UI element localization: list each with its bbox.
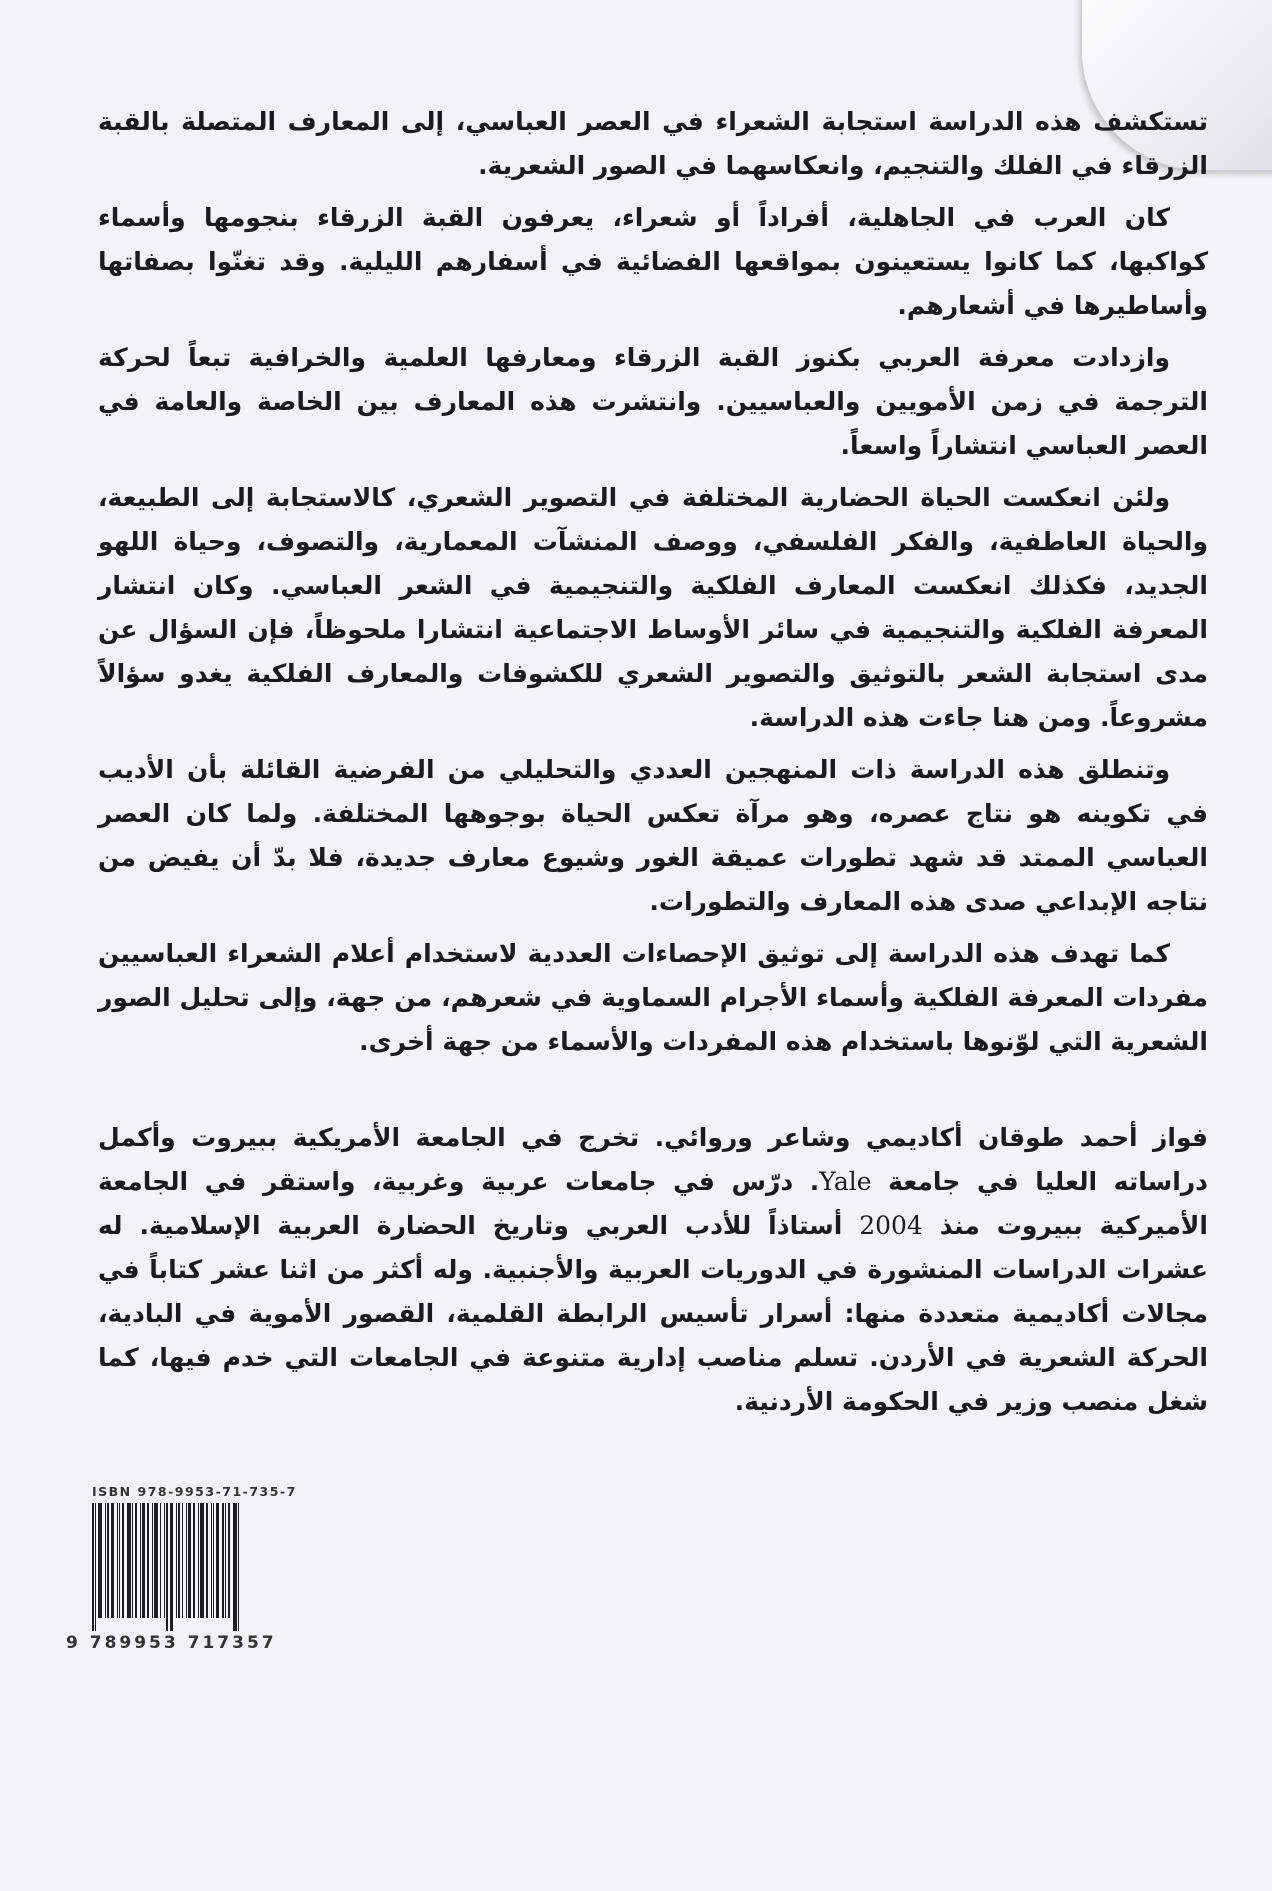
barcode-bar (117, 1503, 118, 1618)
barcode-bar (140, 1503, 141, 1618)
barcode-bar (127, 1503, 131, 1618)
bio-year: 2004 (859, 1211, 923, 1240)
barcode-bar (154, 1503, 158, 1618)
barcode-bar (135, 1503, 137, 1618)
abstract-paragraph: تستكشف هذه الدراسة استجابة الشعراء في العصر العباسي، إلى المعارف المتصلة بالقبة الزرقاء في الفلك والتنجيم، وانعكاسهما في الصور الشعرية. (98, 107, 1208, 180)
bio-university: Yale (819, 1167, 872, 1196)
barcode-bar (228, 1503, 230, 1618)
abstract-paragraph: وتنطلق هذه الدراسة ذات المنهجين العددي والتحليلي من الفرضية القائلة بأن الأديب في تكوينه هو نتاج عصره، وهو مرآة تعكس الحياة بوجوهها المختلفة. ولما كان العصر العباسي الممتد قد شهد تطورات عميقة الغور وشيوع معارف جديدة، فلا بدّ أن يفيض من نتاجه الإبداعي صدى هذه المعارف والتطورات. (98, 755, 1208, 916)
abstract-paragraph: كان العرب في الجاهلية، أفراداً أو شعراء، يعرفون القبة الزرقاء بنجومها وأسماء كواكبها، كما كانوا يستعينون بمواقعها الفضائية في أسفارهم الليلية. وقد تغنّوا بصفاتها وأساطيرها في أشعارهم. (98, 203, 1208, 320)
bio-part-1: فواز أحمد طوقان أكاديمي وشاعر وروائي. تخرج في الجامعة الأمريكية ببيروت وأكمل دراساته العليا في جامعة (98, 1123, 1208, 1196)
barcode-bar (164, 1503, 165, 1618)
author-bio-text (98, 1116, 1208, 1424)
barcode-bar (132, 1503, 133, 1618)
barcode-bar (170, 1503, 173, 1631)
barcode-bar (160, 1503, 161, 1618)
barcode-bar (186, 1503, 187, 1618)
isbn-label: ISBN 978-9953-71-735-7 (92, 1484, 297, 1499)
barcode-bar (206, 1503, 208, 1618)
barcode-bar (178, 1503, 180, 1618)
author-bio (98, 1116, 1208, 1424)
barcode-bar (122, 1503, 124, 1618)
barcode-bar (213, 1503, 214, 1618)
barcode-digits: 9 789953 717357 (66, 1633, 277, 1653)
barcode-bar (142, 1503, 145, 1618)
barcode-group (66, 1484, 297, 1653)
abstract-paragraph: ولئن انعكست الحياة الحضارية المختلفة في التصوير الشعري، كالاستجابة إلى الطبيعة، والحياة العاطفية، والفكر الفلسفي، ووصف المنشآت المعمارية، والتصوف، وحياة اللهو الجديد، فكذلك انعكست المعارف الفلكية والتنجيمية في الشعر العباسي. وكان انتشار المعرفة الفلكية والتنجيمية في سائر الأوساط الاجتماعية انتشارا ملحوظاً، فإن السؤال عن مدى استجابة الشعر بالتوثيق والتصوير الشعري للكشوفات والمعارف الفلكية يغدو سؤالاً مشروعاً. ومن هنا جاءت هذه الدراسة. (98, 483, 1208, 732)
abstract-paragraph: وازدادت معرفة العربي بكنوز القبة الزرقاء ومعارفها العلمية والخرافية تبعاً لحركة الترجمة في زمن الأمويين والعباسيين. وانتشرت هذه المعارف بين الخاصة والعامة في العصر العباسي انتشاراً واسعاً. (98, 343, 1208, 460)
barcode-bar (216, 1503, 219, 1618)
barcode-bar (198, 1503, 199, 1618)
barcode-bar (107, 1503, 109, 1618)
barcode-bar (238, 1503, 239, 1631)
abstract-section (98, 100, 1208, 1072)
barcode-bar (152, 1503, 153, 1618)
bio-part-2: . درّس في جامعات عربية وغربية، واستقر في الجامعة الأميركية ببيروت منذ (98, 1167, 1208, 1240)
barcode-bar (92, 1503, 94, 1631)
barcode-bar (182, 1503, 183, 1618)
barcode-bar (222, 1503, 224, 1618)
bio-part-3: أستاذاً للأدب العربي وتاريخ الحضارة العربية الإسلامية. له عشرات الدراسات المنشورة في الدوريات العربية والأجنبية. وله أكثر من اثنا عشر كتاباً في مجالات أكاديمية متعددة منها: أسرار تأسيس الرابطة القلمية، القصور الأموية في البادية، الحركة الشعرية في الأردن. تسلم مناصب إدارية متنوعة في الجامعات التي خدم فيها، كما شغل منصب وزير في الحكومة الأردنية. (98, 1211, 1208, 1416)
isbn-barcode (92, 1503, 297, 1631)
barcode-bar (200, 1503, 204, 1618)
barcode-bar (105, 1503, 106, 1618)
barcode-bar (211, 1503, 212, 1618)
barcode-bar (193, 1503, 195, 1618)
barcode-bar (147, 1503, 149, 1618)
barcode-bar (111, 1503, 114, 1618)
barcode-bar (176, 1503, 177, 1618)
abstract-paragraph: كما تهدف هذه الدراسة إلى توثيق الإحصاءات العددية لاستخدام أعلام الشعراء العباسيين مفردات المعرفة الفلكية وأسماء الأجرام السماوية في شعرهم، من جهة، وإلى تحليل الصور الشعرية التي لوّنوها باستخدام هذه المفردات والأسماء من جهة أخرى. (98, 939, 1208, 1056)
barcode-bar (98, 1503, 102, 1618)
barcode-bar (188, 1503, 191, 1618)
barcode-bar (95, 1503, 96, 1631)
barcode-bar (166, 1503, 168, 1631)
barcode-bar (119, 1503, 120, 1618)
barcode-bar (233, 1503, 237, 1631)
barcode-bar (225, 1503, 226, 1618)
